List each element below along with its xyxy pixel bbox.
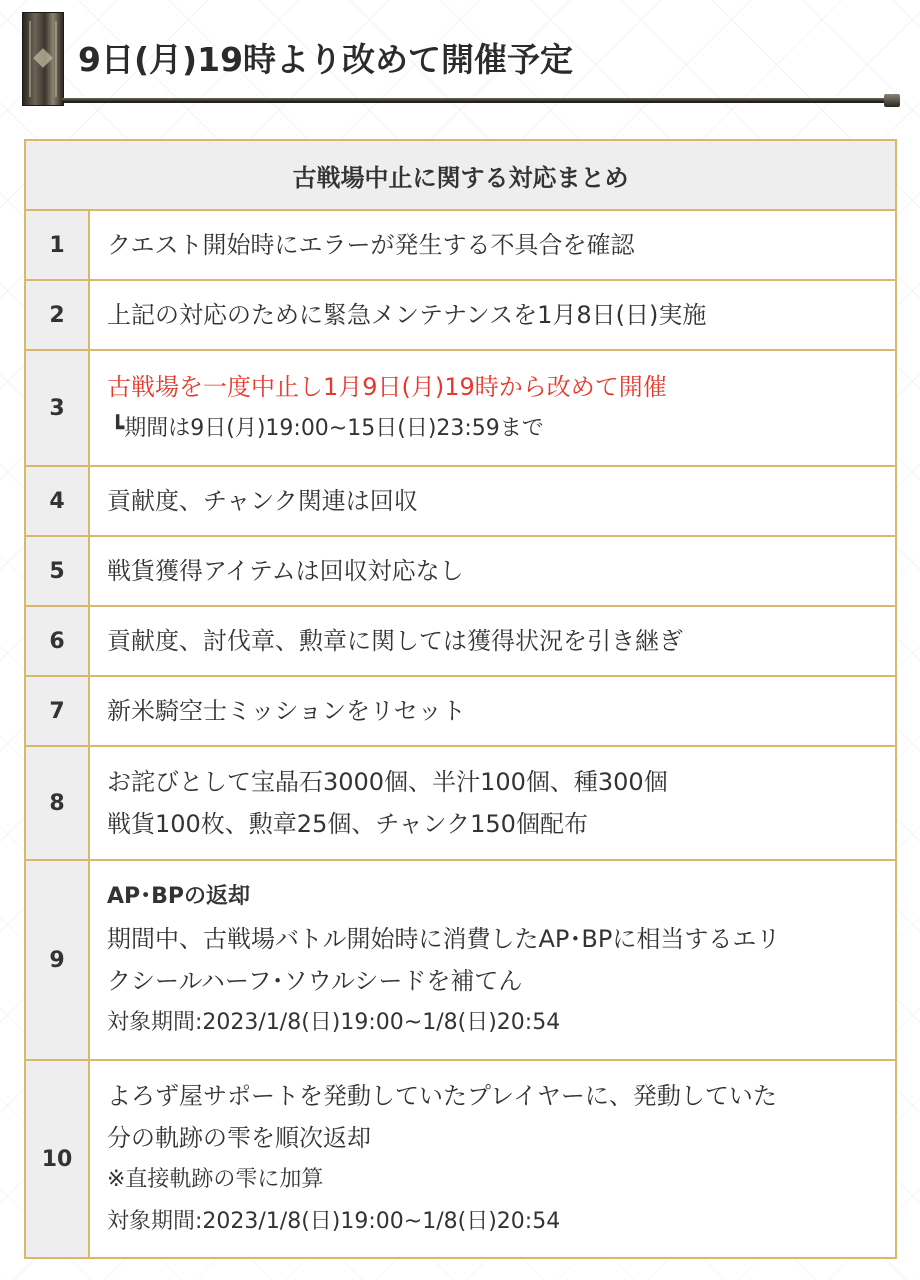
row-text	[89, 466, 896, 536]
row-line-period: 対象期間:2023/1/8(日)19:00~1/8(日)20:54	[107, 1209, 561, 1234]
row-line-period: ┗期間は9日(月)19:00~15日(日)23:59まで	[111, 416, 544, 441]
table-row	[25, 210, 896, 280]
section-header	[22, 12, 902, 108]
row-line: 戦貨獲得アイテムは回収対応なし	[107, 557, 464, 585]
table-row	[25, 606, 896, 676]
row-line: 貢献度、チャンク関連は回収	[107, 487, 418, 515]
row-line: 分の軌跡の雫を順次返却	[107, 1124, 371, 1152]
row-number: 1	[25, 210, 89, 280]
table-row	[25, 536, 896, 606]
row-line-heading: AP･BPの返却	[107, 884, 251, 909]
row-line: 上記の対応のために緊急メンテナンスを1月8日(日)実施	[107, 301, 707, 329]
row-number: 6	[25, 606, 89, 676]
row-text	[89, 606, 896, 676]
row-number: 9	[25, 860, 89, 1060]
row-text	[89, 746, 896, 860]
row-text	[89, 860, 896, 1060]
underline-end-ornament	[884, 94, 900, 107]
row-text	[89, 210, 896, 280]
row-line: 貢献度、討伐章、勲章に関しては獲得状況を引き継ぎ	[107, 627, 683, 655]
row-line: お詫びとして宝晶石3000個、半汁100個、種300個	[107, 768, 668, 796]
table-row	[25, 280, 896, 350]
row-number: 2	[25, 280, 89, 350]
row-line: 新米騎空士ミッションをリセット	[107, 697, 466, 725]
row-line-period: 対象期間:2023/1/8(日)19:00~1/8(日)20:54	[107, 1010, 561, 1035]
row-line: クエスト開始時にエラーが発生する不具合を確認	[107, 231, 635, 259]
page-title: 9日(月)19時より改めて開催予定	[78, 40, 574, 79]
row-text	[89, 676, 896, 746]
row-text	[89, 280, 896, 350]
row-number: 5	[25, 536, 89, 606]
row-line: よろず屋サポートを発動していたプレイヤーに、発動していた	[107, 1082, 777, 1110]
table-row	[25, 1060, 896, 1258]
header-underline	[62, 98, 892, 103]
row-number: 3	[25, 350, 89, 466]
row-text	[89, 536, 896, 606]
row-line-note: ※直接軌跡の雫に加算	[107, 1167, 324, 1192]
summary-table	[24, 139, 897, 1259]
row-number: 7	[25, 676, 89, 746]
row-line: クシールハーフ･ソウルシードを補てん	[107, 967, 523, 995]
table-row	[25, 746, 896, 860]
table-row	[25, 350, 896, 466]
table-caption: 古戦場中止に関する対応まとめ	[25, 140, 896, 210]
row-line: 期間中、古戦場バトル開始時に消費したAP･BPに相当するエリ	[107, 925, 781, 953]
ornament-emblem-icon	[22, 12, 64, 106]
table-row	[25, 676, 896, 746]
row-text	[89, 1060, 896, 1258]
row-number: 4	[25, 466, 89, 536]
row-line-highlight: 古戦場を一度中止し1月9日(月)19時から改めて開催	[107, 373, 667, 401]
table-row	[25, 466, 896, 536]
row-text	[89, 350, 896, 466]
row-number: 8	[25, 746, 89, 860]
row-number: 10	[25, 1060, 89, 1258]
row-line: 戦貨100枚、勲章25個、チャンク150個配布	[107, 810, 588, 838]
table-row	[25, 860, 896, 1060]
